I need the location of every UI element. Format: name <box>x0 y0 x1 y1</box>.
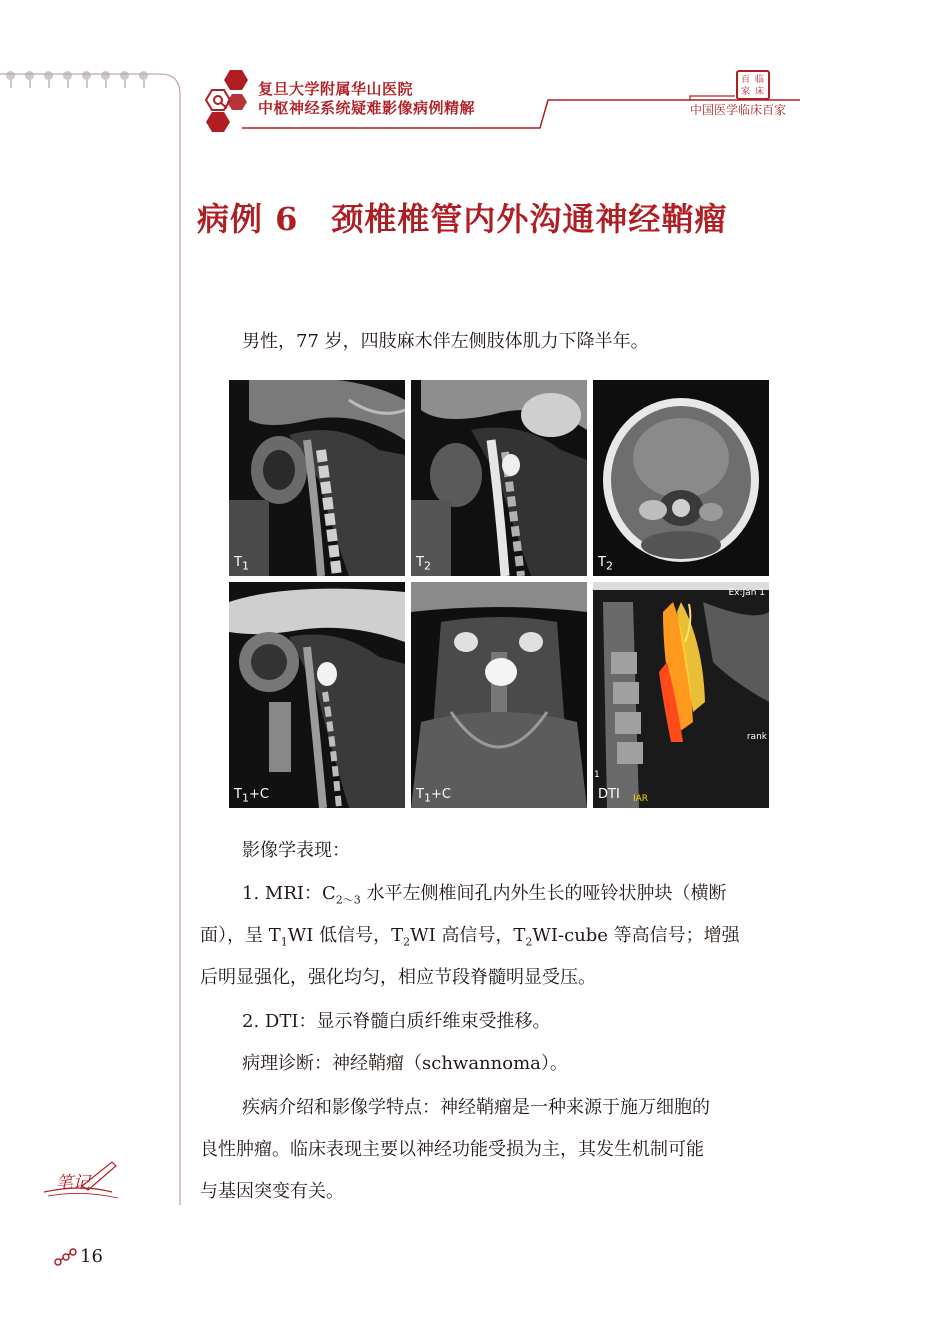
page-number: 16 <box>80 1246 103 1267</box>
mri-image <box>593 380 769 576</box>
hole-dot <box>120 71 129 80</box>
mri-image <box>229 380 405 576</box>
mri-panel-dti <box>593 582 769 808</box>
panel-label: $T_2$ <box>416 555 431 573</box>
mri-figure <box>229 380 769 808</box>
disease-intro-line3: 与基因突变有关。 <box>200 1181 344 1202</box>
panel-label: $T_1+C$ <box>416 787 451 805</box>
mri-image <box>411 582 587 808</box>
findings-dti: 2. DTI：显示脊髓白质纤维束受推移。 <box>242 1011 551 1032</box>
book-title: 复旦大学附属华山医院 <box>258 80 414 98</box>
findings-mri-line3: 后明显强化，强化均匀，相应节段脊髓明显受压。 <box>200 967 596 988</box>
mri-panel-sagittal-t2 <box>411 380 587 576</box>
hole-dot <box>6 71 15 80</box>
series-seal-icon <box>736 70 770 100</box>
seal-char: 临 <box>755 75 765 85</box>
hole-dot <box>101 71 110 80</box>
findings-mri-line2: 面），呈 $T_1WI$ 低信号，$T_2WI$ 高信号，$T_2WI$-cube 等高信号；增强 <box>200 925 740 949</box>
page-number-ornament-icon <box>53 1247 77 1267</box>
seal-char: 床 <box>755 87 765 97</box>
case-title: 病例 6 颈椎椎管内外沟通神经鞘瘤 <box>197 200 728 238</box>
mri-panel-sagittal-t1c <box>229 582 405 808</box>
notes-label: 笔记 <box>56 1173 90 1193</box>
panel-label: $T_1$ <box>234 555 249 573</box>
hole-dot <box>63 71 72 80</box>
mri-image <box>411 380 587 576</box>
series-name: 中国医学临床百家 <box>690 103 787 117</box>
book-subtitle: 中枢神经系统疑难影像病例精解 <box>258 99 476 117</box>
dti-orientation-label: IAR <box>633 794 649 804</box>
findings-heading: 影像学表现： <box>242 840 350 861</box>
dti-image <box>593 582 769 808</box>
disease-intro-line2: 良性肿瘤。临床表现主要以神经功能受损为主，其发生机制可能 <box>200 1139 704 1160</box>
binding-holes <box>0 68 175 92</box>
mri-image <box>229 582 405 808</box>
panel-label: $T_1+C$ <box>234 787 269 805</box>
pathology-diagnosis: 病理诊断：神经鞘瘤（schwannoma）。 <box>242 1053 568 1074</box>
mri-panel-coronal-t1c <box>411 582 587 808</box>
hexagon-logo-icon <box>198 68 254 134</box>
seal-char: 百 <box>741 75 751 85</box>
dti-exam-date: Ex:Jan 1 <box>728 588 765 598</box>
hole-dot <box>82 71 91 80</box>
seal-char: 家 <box>741 87 751 97</box>
dti-index-label: 1 <box>594 770 600 780</box>
panel-label: DTI <box>598 787 620 803</box>
mri-panel-sagittal-t1 <box>229 380 405 576</box>
findings-mri-line1: 1. MRI：$C_{2\sim 3}$ 水平左侧椎间孔内外生长的哑铃状肿块（横断 <box>242 883 727 907</box>
panel-label: $T_2$ <box>598 555 613 573</box>
hole-dot <box>139 71 148 80</box>
dti-rank-label: rank <box>746 732 767 742</box>
hole-dot <box>25 71 34 80</box>
hole-dot <box>44 71 53 80</box>
patient-intro: 男性，77 岁，四肢麻木伴左侧肢体肌力下降半年。 <box>242 331 649 352</box>
disease-intro-line1: 疾病介绍和影像学特点：神经鞘瘤是一种来源于施万细胞的 <box>242 1097 710 1118</box>
mri-panel-axial-t2 <box>593 380 769 576</box>
